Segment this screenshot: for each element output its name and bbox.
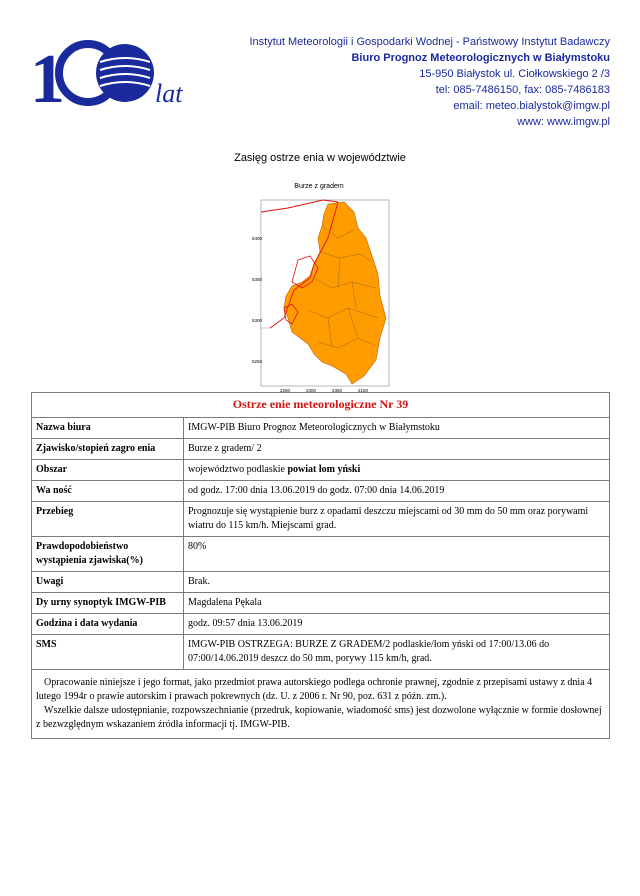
table-row bbox=[32, 635, 610, 670]
row-label-forecaster: Dy urny synoptyk IMGW-PIB bbox=[32, 593, 184, 614]
table-row bbox=[32, 614, 610, 635]
table-row bbox=[32, 460, 610, 481]
table-row bbox=[32, 502, 610, 537]
y-tick-2: 5350 bbox=[252, 277, 263, 282]
logo-digit-one: 1 bbox=[30, 41, 65, 110]
table-row bbox=[32, 481, 610, 502]
table-row bbox=[32, 537, 610, 572]
row-value-issued: godz. 09:57 dnia 13.06.2019 bbox=[184, 614, 610, 635]
logo-lat-text: lat bbox=[155, 79, 183, 108]
row-label-course: Przebieg bbox=[32, 502, 184, 537]
y-tick-3: 5300 bbox=[252, 318, 263, 323]
row-value-remarks: Brak. bbox=[184, 572, 610, 593]
website[interactable]: www: www.imgw.pl bbox=[517, 116, 610, 128]
warning-range-heading: Zasięg ostrze enia w województwie bbox=[234, 152, 406, 164]
warning-title-row bbox=[32, 393, 610, 418]
row-value-probability: 80% bbox=[184, 537, 610, 572]
x-tick-4: 2150 bbox=[358, 388, 369, 393]
bureau-name: Biuro Prognoz Meteorologicznych w Białymstoku bbox=[351, 52, 610, 64]
warning-table bbox=[31, 392, 610, 739]
row-value-course: Prognozuje się wystąpienie burz z opadami deszczu miejscami od 30 mm do 50 mm oraz porywami wiatru do 115 km/h. Miejscami grad. bbox=[184, 502, 610, 537]
table-row bbox=[32, 593, 610, 614]
table-row bbox=[32, 572, 610, 593]
map-title: Burze z gradem bbox=[294, 183, 344, 190]
copyright-paragraph-2: Wszelkie dalsze udostępnianie, rozpowszechnianie (przedruk, kopiowanie, wiadomość sms) jest dozwolone wyłącznie w formie dosłownej z bezwzględnym wskazaniem źródła informacji tj. IMGW-PIB. bbox=[36, 705, 602, 730]
row-value-area bbox=[184, 460, 610, 481]
row-value-bureau: IMGW-PIB Biuro Prognoz Meteorologicznych w Białymstoku bbox=[184, 418, 610, 439]
row-label-phenomenon: Zjawisko/stopień zagro enia bbox=[32, 439, 184, 460]
row-value-validity: od godz. 17:00 dnia 13.06.2019 do godz. 07:00 dnia 14.06.2019 bbox=[184, 481, 610, 502]
x-tick-2: 2300 bbox=[306, 388, 317, 393]
table-row bbox=[32, 418, 610, 439]
row-label-bureau: Nazwa biura bbox=[32, 418, 184, 439]
institute-header bbox=[249, 34, 610, 130]
institute-name: Instytut Meteorologii i Gospodarki Wodnej - Państwowy Instytut Badawczy bbox=[249, 36, 610, 48]
row-label-remarks: Uwagi bbox=[32, 572, 184, 593]
voivodeship-map bbox=[248, 178, 390, 396]
area-county: powiat łom yński bbox=[287, 464, 361, 475]
x-tick-1: 2250 bbox=[280, 388, 291, 393]
phone-fax: tel: 085-7486150, fax: 085-7486183 bbox=[435, 84, 610, 96]
table-row bbox=[32, 439, 610, 460]
warning-title: Ostrze enie meteorologiczne Nr 39 bbox=[32, 393, 610, 418]
row-label-sms: SMS bbox=[32, 635, 184, 670]
row-value-phenomenon: Burze z gradem/ 2 bbox=[184, 439, 610, 460]
y-tick-4: 5250 bbox=[252, 359, 263, 364]
copyright-paragraph-1: Opracowanie niniejsze i jego format, jako przedmiot prawa autorskiego podlega ochronie prawnej, zgodnie z przepisami ustawy z dnia 4 lutego 1994r o prawie autorskim i prawach pokrewnych (dz. U. z 2006 r. Nr 90, poz. 631 z późn. zm.). bbox=[36, 677, 593, 702]
area-voivodeship: województwo podlaskie bbox=[188, 464, 288, 475]
email[interactable]: email: meteo.bialystok@imgw.pl bbox=[453, 100, 610, 112]
row-label-issued: Godzina i data wydania bbox=[32, 614, 184, 635]
row-label-probability: Prawdopodobieństwo wystąpienia zjawiska(%) bbox=[32, 537, 184, 572]
row-label-validity: Wa ność bbox=[32, 481, 184, 502]
copyright-row bbox=[32, 670, 610, 739]
copyright-notice bbox=[32, 670, 610, 739]
row-value-sms: IMGW-PIB OSTRZEGA: BURZE Z GRADEM/2 podlaskie/łom yński od 17:00/13.06 do 07:00/14.06.2019 deszcz do 50 mm, porywy 115 km/h, grad. bbox=[184, 635, 610, 670]
address: 15-950 Białystok ul. Ciołkowskiego 2 /3 bbox=[419, 68, 610, 80]
row-label-area: Obszar bbox=[32, 460, 184, 481]
row-value-forecaster: Magdalena Pękala bbox=[184, 593, 610, 614]
imgw-100-years-logo bbox=[30, 40, 200, 110]
x-tick-3: 2350 bbox=[332, 388, 343, 393]
logo-graphic bbox=[30, 40, 200, 110]
y-tick-1: 5400 bbox=[252, 236, 263, 241]
warning-map bbox=[248, 178, 390, 396]
